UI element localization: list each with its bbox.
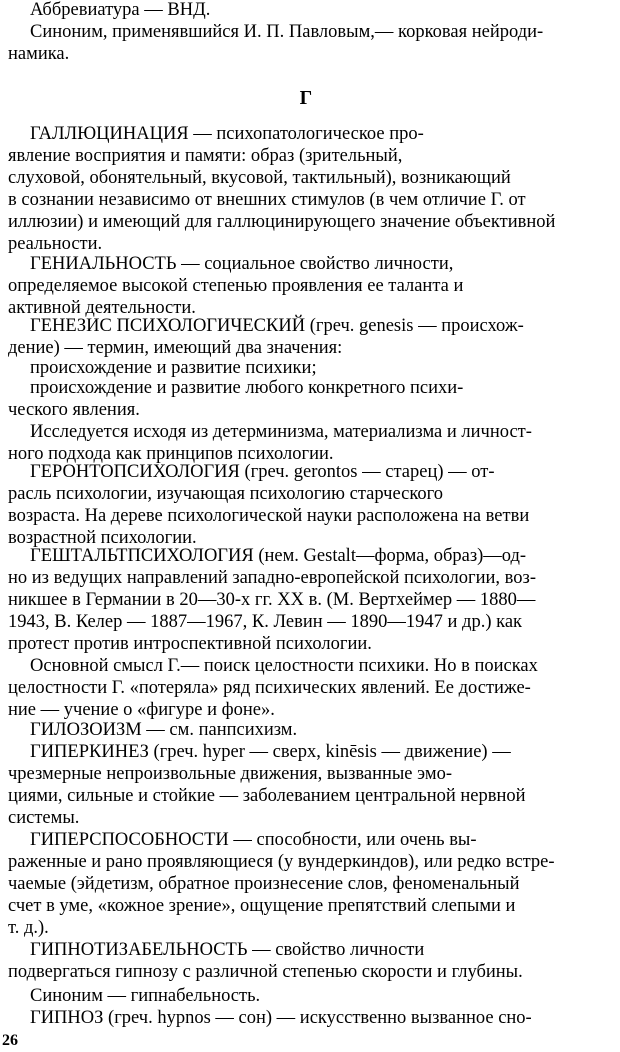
section-letter: Г [299,87,313,109]
text-line: Синоним — гипнабельность. [30,986,261,1006]
text-line: намика. [8,44,70,64]
text-line: возрастной психологии. [8,528,197,548]
text-line: в сознании независимо от внешних стимулов (в чем отличие Г. от [8,190,526,210]
text-line: чаемые (эйдетизм, обратное произнесение слов, феноменальный [8,874,520,894]
text-line: никшее в Германии в 20—30-х гг. XX в. (М. Вертхеймер — 1880— [8,590,536,610]
text-line: происхождение и развитие психики; [30,358,317,378]
entry-genezis-psikhologicheskii: ГЕНЕЗИС ПСИХОЛОГИЧЕСКИЙ (греч. genesis — происхож- [30,316,524,336]
text-line: протест против интроспективной психологии. [8,634,372,654]
entry-gipnotizabelnost: ГИПНОТИЗАБЕЛЬНОСТЬ — свойство личности [30,940,425,960]
text-line: подвергаться гипнозу с различной степенью скорости и глубины. [8,962,523,982]
text-line: но из ведущих направлений западно-европейской психологии, воз- [8,568,536,588]
text-line: раженные и рано проявляющиеся (у вундеркиндов), или редко встре- [8,852,555,872]
text-line: чрезмерные непроизвольные движения, вызванные эмо- [8,764,453,784]
entry-gerontopsikhologiia: ГЕРОНТОПСИХОЛОГИЯ (греч. gerontos — старец) — от- [30,462,495,482]
text-line: целостности Г. «потеряла» ряд психических явлений. Ее достиже- [8,678,531,698]
text-line: определяемое высокой степенью проявления ее таланта и [8,276,464,296]
text-line: дение) — термин, имеющий два значения: [8,338,343,358]
entry-giperkinez: ГИПЕРКИНЕЗ (греч. hyper — сверх, kinēsis — движение) — [30,742,511,762]
page-number: 26 [2,1032,18,1049]
text-line: ного подхода как принципов психологии. [8,444,334,464]
text-line: Основной смысл Г.— поиск целостности психики. Но в поисках [30,656,538,676]
text-line: расль психологии, изучающая психологию старческого [8,484,444,504]
text-line: счет в уме, «кожное зрение», ощущение препятствий слепыми и [8,896,516,916]
text-line: иллюзии) и имеющий для галлюцинирующего значение объективной [8,212,556,232]
entry-genialnost: ГЕНИАЛЬНОСТЬ — социальное свойство личности, [30,254,454,274]
text-line: 1943, В. Келер — 1887—1967, К. Левин — 1890—1947 и др.) как [8,612,523,632]
text-line: системы. [8,808,80,828]
text-line: Исследуется исходя из детерминизма, материализма и личност- [30,422,532,442]
text-line: т. д.). [8,918,49,938]
text-line: ние — учение о «фигуре и фоне». [8,700,275,720]
text-line: циями, сильные и стойкие — заболеванием центральной нервной [8,786,526,806]
entry-galliucinaciia: ГАЛЛЮЦИНАЦИЯ — психопатологическое про- [30,124,424,144]
text-line: активной деятельности. [8,298,196,318]
text-line: ческого явления. [8,400,140,420]
entry-gilozoizm: ГИЛОЗОИЗМ — см. панпсихизм. [30,720,298,740]
text-line: явление восприятия и памяти: образ (зрительный, [8,146,403,166]
entry-geshtaltpsikhologiia: ГЕШТАЛЬТПСИХОЛОГИЯ (нем. Gestalt—форма, образ)—од- [30,546,527,566]
entry-gipersposobnosti: ГИПЕРСПОСОБНОСТИ — способности, или очень вы- [30,830,477,850]
text-line: Аббревиатура — ВНД. [30,0,211,20]
text-line: реальности. [8,234,103,254]
text-line: слуховой, обонятельный, вкусовой, тактильный), возникающий [8,168,511,188]
entry-gipnoz: ГИПНОЗ (греч. hypnos — сон) — искусственно вызванное сно- [30,1008,532,1028]
text-line: Синоним, применявшийся И. П. Павловым,— корковая нейроди- [30,22,544,42]
text-line: происхождение и развитие любого конкретного психи- [30,378,464,398]
text-line: возраста. На дереве психологической науки расположена на ветви [8,506,530,526]
